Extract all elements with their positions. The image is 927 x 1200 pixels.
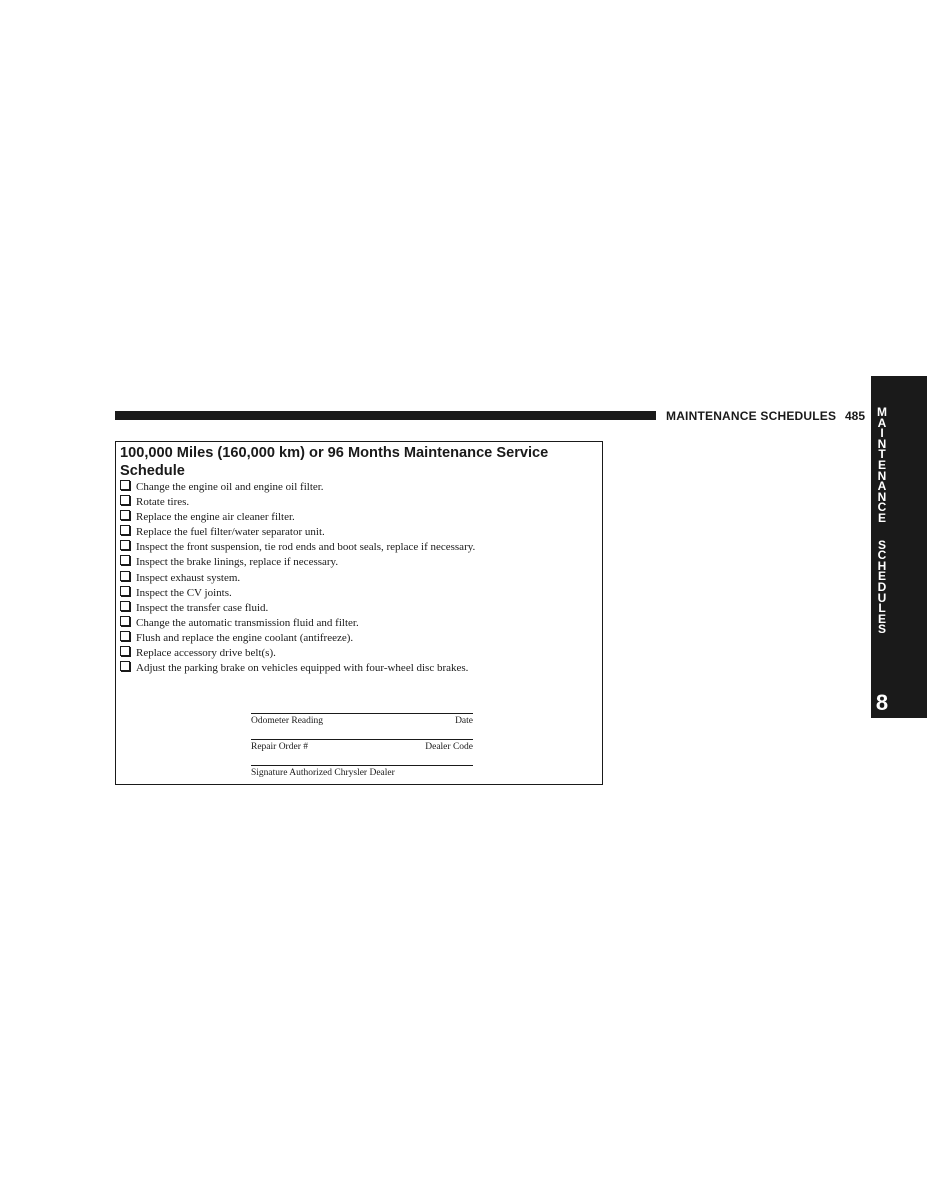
tab-letter: N bbox=[877, 468, 887, 483]
checklist-item-text: Replace the engine air cleaner filter. bbox=[136, 511, 295, 524]
tab-letter: H bbox=[877, 558, 887, 573]
checklist-item-text: Flush and replace the engine coolant (antifreeze). bbox=[136, 631, 354, 644]
dealer-signature-line[interactable] bbox=[251, 765, 473, 779]
checklist-item bbox=[120, 495, 475, 510]
checklist-item-text: Replace accessory drive belt(s). bbox=[136, 647, 276, 660]
checkbox-icon[interactable] bbox=[120, 555, 130, 565]
checklist-item-text: Inspect the front suspension, tie rod ends and boot seals, replace if necessary. bbox=[136, 541, 476, 554]
checkbox-icon[interactable] bbox=[120, 510, 130, 520]
checklist-item-text: Replace the fuel filter/water separator unit. bbox=[136, 526, 325, 539]
checkbox-icon[interactable] bbox=[120, 601, 130, 611]
tab-letter: E bbox=[877, 457, 886, 472]
header-rule bbox=[115, 411, 656, 420]
checkbox-icon[interactable] bbox=[120, 540, 130, 550]
checkbox-icon[interactable] bbox=[120, 631, 130, 641]
tab-letter: T bbox=[878, 447, 886, 462]
tab-letter: S bbox=[877, 537, 886, 552]
checklist-item bbox=[120, 631, 475, 646]
tab-letter: E bbox=[877, 569, 886, 584]
page-number: 485 bbox=[845, 409, 866, 423]
checklist-item-text: Inspect exhaust system. bbox=[136, 571, 241, 584]
checklist-item-text: Inspect the transfer case fluid. bbox=[136, 601, 269, 614]
maintenance-schedule-box bbox=[115, 441, 603, 785]
dealer-signature-label: Signature Authorized Chrysler Dealer bbox=[251, 768, 395, 778]
checklist-item-text: Inspect the brake linings, replace if necessary. bbox=[136, 556, 339, 569]
repair-order-label: Repair Order # bbox=[251, 742, 308, 752]
checklist-item bbox=[120, 525, 475, 540]
checkbox-icon[interactable] bbox=[120, 525, 130, 535]
odometer-reading-label: Odometer Reading bbox=[251, 716, 324, 726]
checklist-item-text: Inspect the CV joints. bbox=[136, 586, 232, 599]
tab-letter: S bbox=[877, 622, 886, 637]
chapter-tab-label bbox=[872, 407, 892, 635]
checkbox-icon[interactable] bbox=[120, 480, 130, 490]
checklist-item-text: Adjust the parking brake on vehicles equipped with four-wheel disc brakes. bbox=[136, 662, 469, 675]
tab-letter: E bbox=[877, 510, 886, 525]
tab-letter: I bbox=[880, 426, 884, 441]
tab-letter: E bbox=[877, 611, 886, 626]
checklist-item bbox=[120, 571, 475, 586]
checklist-item bbox=[120, 510, 475, 525]
tab-letter: A bbox=[877, 479, 887, 494]
tab-letter: D bbox=[877, 579, 887, 594]
repair-order-signature-line[interactable] bbox=[251, 739, 473, 753]
checklist-item bbox=[120, 586, 475, 601]
schedule-checklist bbox=[120, 480, 475, 676]
tab-letter: L bbox=[878, 601, 886, 616]
checkbox-icon[interactable] bbox=[120, 661, 130, 671]
odometer-signature-line[interactable] bbox=[251, 713, 473, 727]
page-header-title: MAINTENANCE SCHEDULES bbox=[666, 409, 837, 423]
checklist-item bbox=[120, 480, 475, 495]
checklist-item bbox=[120, 540, 475, 555]
checklist-item bbox=[120, 616, 475, 631]
tab-letter: C bbox=[877, 500, 887, 515]
chapter-number: 8 bbox=[875, 690, 889, 715]
checklist-item bbox=[120, 601, 475, 616]
tab-letter: N bbox=[877, 436, 887, 451]
checklist-item-text: Change the engine oil and engine oil filter. bbox=[136, 481, 324, 493]
checklist-item-text: Change the automatic transmission fluid and filter. bbox=[136, 616, 359, 629]
tab-letter: C bbox=[877, 548, 887, 563]
schedule-title: 100,000 Miles (160,000 km) or 96 Months Maintenance Service Schedule bbox=[120, 445, 549, 479]
checklist-item-text: Rotate tires. bbox=[136, 496, 190, 509]
checkbox-icon[interactable] bbox=[120, 495, 130, 505]
checklist-item bbox=[120, 646, 475, 661]
checkbox-icon[interactable] bbox=[120, 586, 130, 596]
tab-letter: A bbox=[877, 415, 887, 430]
checklist-item bbox=[120, 555, 475, 570]
dealer-code-label: Dealer Code bbox=[425, 742, 473, 752]
tab-letter: U bbox=[877, 590, 887, 605]
date-label: Date bbox=[455, 716, 473, 726]
checkbox-icon[interactable] bbox=[120, 571, 130, 581]
checkbox-icon[interactable] bbox=[120, 616, 130, 626]
checkbox-icon[interactable] bbox=[120, 646, 130, 656]
checklist-item bbox=[120, 661, 475, 676]
tab-letter: N bbox=[877, 489, 887, 504]
tab-letter: M bbox=[877, 405, 887, 419]
